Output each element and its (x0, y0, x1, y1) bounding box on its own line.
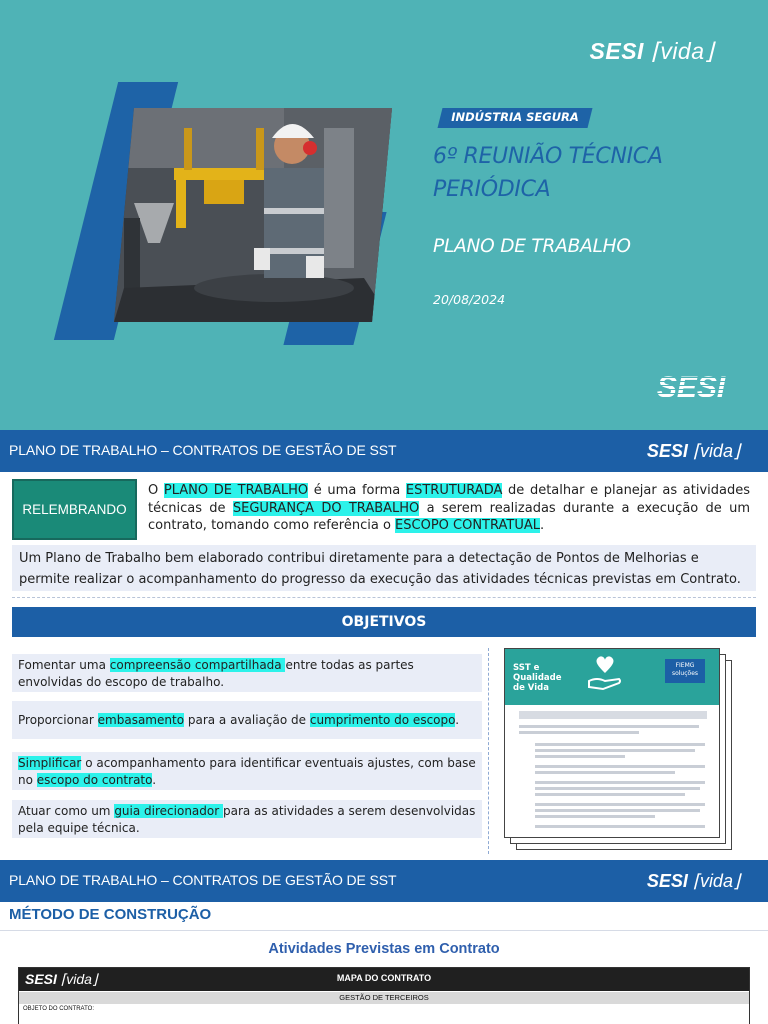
document-section-bar (519, 711, 707, 719)
objetivo-item (12, 701, 482, 739)
logo-sesi-text: SESI (25, 971, 57, 987)
highlight-text: escopo do contrato (36, 772, 153, 787)
atividades-heading: Atividades Previstas em Contrato (268, 941, 500, 957)
highlight-text: embasamento (97, 713, 185, 727)
presentation-title: 6º REUNIÃO TÉCNICA PERIÓDICA (433, 144, 663, 202)
text-segment: entre todas as partes envolvidas do escopo de trabalho. (18, 658, 414, 689)
highlight-text: cumprimento do escopo (309, 713, 456, 727)
document-line (535, 765, 705, 768)
document-line (535, 809, 700, 812)
text-segment: Atuar como um (18, 804, 115, 818)
logo-vida-text: vida (660, 38, 705, 64)
text-segment: é uma forma (308, 483, 406, 498)
mapa-subtitle: GESTÃO DE TERCEIROS (19, 992, 749, 1004)
section-title: PLANO DE TRABALHO – CONTRATOS DE GESTÃO DE SST (9, 442, 397, 458)
document-line (519, 731, 639, 734)
section-title: PLANO DE TRABALHO – CONTRATOS DE GESTÃO DE SST (9, 872, 397, 888)
highlight-text: PLANO DE TRABALHO (163, 483, 309, 498)
objetivo-item (12, 654, 482, 692)
objeto-contrato-label: OBJETO DO CONTRATO: (23, 1006, 95, 1012)
text-segment: Proporcionar (18, 713, 98, 727)
heart-hand-icon (585, 655, 625, 693)
objetivos-header: OBJETIVOS (12, 607, 756, 637)
sesi-vida-logo (647, 871, 740, 892)
document-thumbnail (504, 648, 720, 838)
document-header (505, 649, 719, 705)
bracket-icon: ⌋ (704, 38, 714, 64)
sesi-badge-logo (648, 370, 734, 402)
text-segment: . (539, 518, 545, 533)
text-segment: a serem realizadas durante a execução de um contrato, tomando como referência o (148, 500, 751, 533)
logo-sesi-text: SESI (589, 38, 644, 64)
bracket-icon: ⌋ (732, 871, 740, 891)
bracket-icon: ⌈ (60, 971, 67, 987)
text-segment: para as atividades a serem desenvolvidas pela equipe técnica. (18, 804, 476, 835)
sesi-vida-logo (647, 441, 740, 462)
highlight-text: ESCOPO CONTRATUAL (395, 518, 540, 533)
document-line (535, 749, 695, 752)
highlight-text: compreensão compartilhada (109, 658, 286, 672)
document-line (535, 825, 705, 828)
document-line (535, 803, 705, 806)
logo-sesi-text: SESI (646, 871, 688, 891)
industrial-worker-image (114, 108, 392, 322)
section-header-bar (0, 860, 768, 902)
text-segment: para a avaliação de (184, 713, 310, 727)
highlight-text: guia direcionador (114, 804, 223, 818)
highlight-text: Simplificar (18, 756, 82, 770)
document-line (535, 815, 655, 818)
bracket-icon: ⌈ (692, 871, 700, 891)
document-line (535, 771, 675, 774)
presentation-subtitle: PLANO DE TRABALHO (433, 236, 631, 257)
bracket-icon: ⌋ (91, 971, 98, 987)
plano-definition-text (148, 482, 750, 535)
presentation-date: 20/08/2024 (433, 292, 506, 307)
document-line (535, 787, 700, 790)
logo-sesi-text: SESI (646, 441, 688, 461)
info-box: Um Plano de Trabalho bem elaborado contribui diretamente para a detectação de Pontos de Melhorias e permite realizar o acompanhamento do progresso da execução das atividades técnicas previstas em Contrato. (12, 545, 756, 591)
bracket-icon: ⌋ (732, 441, 740, 461)
tag-label: INDÚSTRIA SEGURA (451, 110, 579, 124)
fiemg-logo: FIEMG soluções (665, 659, 705, 683)
mapa-contrato-table (18, 967, 750, 1024)
sesi-badge-text: SESI (656, 371, 726, 402)
objetivo-item (12, 800, 482, 838)
sesi-vida-logo (590, 38, 714, 65)
document-title: SST e Qualidade de Vida (513, 663, 562, 693)
document-line (535, 743, 705, 746)
mapa-header (19, 968, 749, 991)
divider (12, 597, 756, 598)
document-line (535, 755, 625, 758)
document-line (535, 781, 705, 784)
divider (0, 930, 768, 931)
text-segment: O (148, 483, 164, 498)
highlight-text: SEGURANÇA DO TRABALHO (232, 500, 420, 516)
section-header-bar (0, 430, 768, 472)
text-segment: . (455, 713, 460, 727)
mapa-title: MAPA DO CONTRATO (336, 973, 432, 983)
objetivo-item (12, 752, 482, 790)
text-segment: Fomentar uma (18, 658, 110, 672)
document-line (519, 725, 699, 728)
logo-vida-text: vida (66, 971, 92, 987)
logo-vida-text: vida (699, 871, 733, 891)
highlight-text: ESTRUTURADA (405, 483, 503, 498)
text-segment: o acompanhamento para identificar eventuais ajustes, com base no (18, 756, 476, 787)
document-line (535, 793, 685, 796)
vertical-divider (488, 648, 489, 854)
bracket-icon: ⌈ (650, 38, 661, 64)
bracket-icon: ⌈ (692, 441, 700, 461)
metodo-heading: MÉTODO DE CONSTRUÇÃO (9, 906, 212, 923)
logo-vida-text: vida (699, 441, 733, 461)
text-segment: . (152, 772, 157, 787)
text-segment: de detalhar e planejar as atividades técnicas de (148, 483, 751, 516)
relembrando-badge: RELEMBRANDO (12, 479, 137, 540)
cover-slide (0, 0, 768, 430)
worker-photo (114, 108, 392, 322)
